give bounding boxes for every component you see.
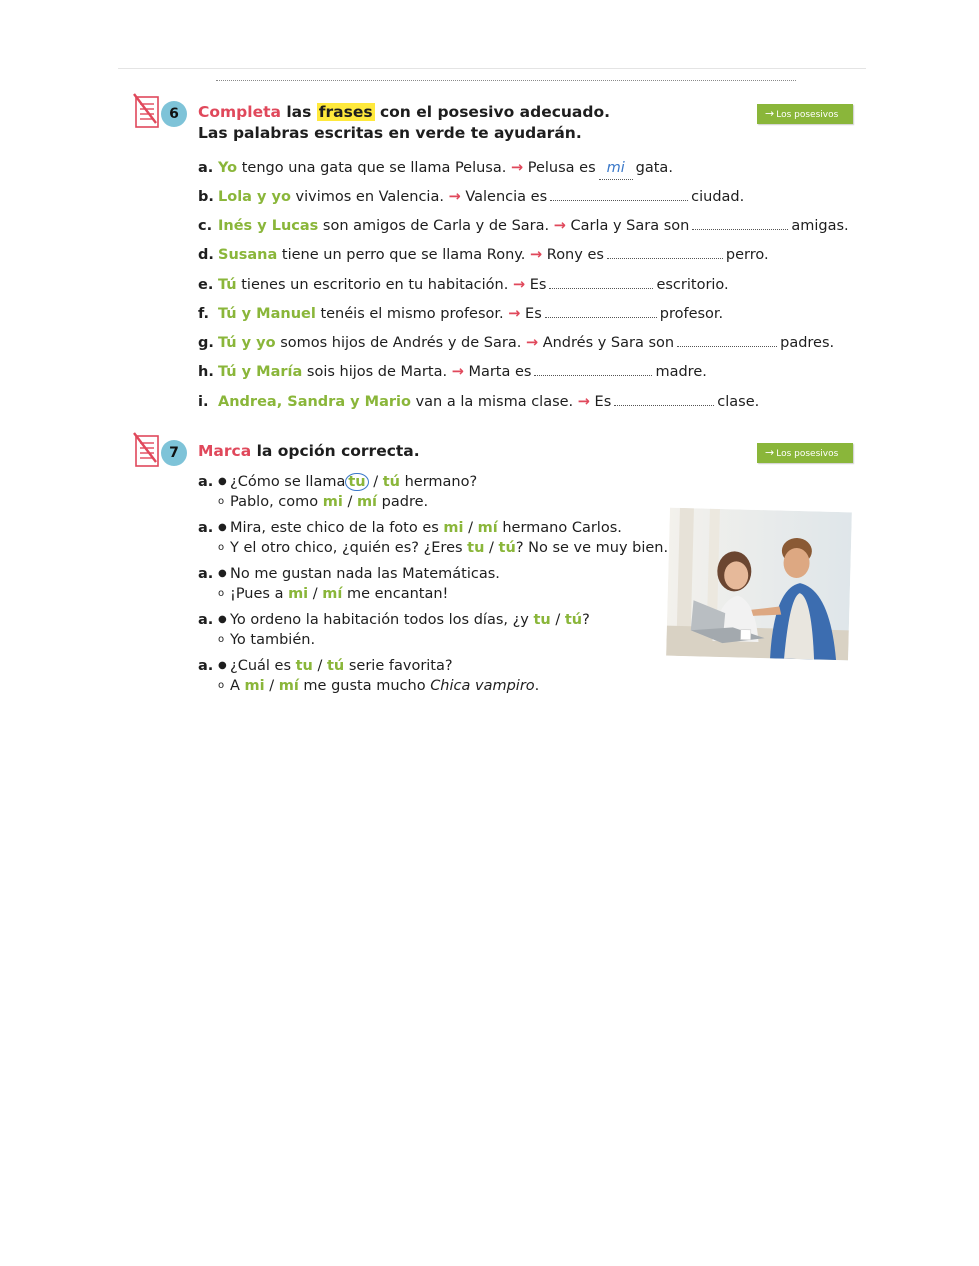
students-laptop-photo <box>666 508 852 661</box>
arrow-right-icon: → <box>765 446 775 459</box>
question-end: ? <box>582 612 590 628</box>
option-2[interactable]: tú <box>382 474 400 490</box>
exercise-7-header-icon <box>132 431 190 471</box>
response-end: me encantan! <box>342 586 449 602</box>
question-bullet-icon: ● <box>218 568 227 579</box>
exercise-7-dialog <box>198 610 590 650</box>
item-prompt: Es <box>594 394 612 410</box>
slash: / <box>347 494 353 510</box>
response-bullet-icon: o <box>218 542 225 553</box>
response-text: A <box>230 678 245 694</box>
arrow-right-icon: → <box>510 160 524 176</box>
exercise-7-dialog <box>198 656 539 696</box>
option-2[interactable]: tú <box>327 658 345 674</box>
response-line: o A mi / mí me gusta mucho Chica vampiro. <box>218 678 540 694</box>
item-letter: d. <box>198 247 214 263</box>
arrow-right-icon: → <box>451 364 464 380</box>
arrow-right-icon: → <box>765 107 775 120</box>
response-text: Pablo, como <box>230 494 323 510</box>
exercise-6-header-icon <box>132 92 190 132</box>
option-1[interactable]: mi <box>288 586 309 602</box>
item-prompt: Es <box>529 277 547 293</box>
slash: / <box>555 612 561 628</box>
question-text: No me gustan nada las Matemáticas. <box>230 566 500 582</box>
item-letter: f. <box>198 306 210 322</box>
question-bullet-icon: ● <box>218 614 227 625</box>
exercise-7-dialog <box>198 472 477 512</box>
item-sentence: van a la misma clase. <box>410 394 574 410</box>
response-line <box>198 584 500 604</box>
answer-blank[interactable] <box>545 303 657 318</box>
option-1[interactable]: mi <box>322 494 343 510</box>
notebook-pencil-icon <box>132 92 162 132</box>
slash: / <box>269 678 275 694</box>
question-text: ¿Cómo se llama <box>230 474 346 490</box>
question-line <box>198 518 668 538</box>
response-text: Yo también. <box>230 632 316 648</box>
question-end: hermano Carlos. <box>497 520 622 536</box>
answer-blank[interactable] <box>614 391 714 406</box>
exercise-6-item <box>198 303 723 325</box>
grammar-tag-los-posesivos[interactable]: → Los posesivos <box>757 443 853 463</box>
response-text: Y el otro chico, ¿quién es? ¿Eres <box>230 540 468 556</box>
item-letter: e. <box>198 277 214 293</box>
green-subject: Andrea, Sandra y Mario <box>218 394 411 410</box>
option-1[interactable]: tu <box>295 658 313 674</box>
instruction-keyword: Completa <box>198 103 281 121</box>
exercise-6-item <box>198 244 769 266</box>
item-prompt: Andrés y Sara son <box>542 335 675 351</box>
answer-blank[interactable] <box>677 332 777 347</box>
arrow-right-icon: → <box>512 277 526 293</box>
item-ending: amigas. <box>791 218 849 234</box>
response-bullet-icon: o <box>218 634 225 645</box>
exercise-6-item <box>198 361 707 383</box>
green-subject: Susana <box>218 247 278 263</box>
slash: / <box>468 520 474 536</box>
green-subject: Yo <box>218 160 238 176</box>
slash: / <box>373 474 379 490</box>
item-ending: ciudad. <box>691 189 745 205</box>
item-sentence: tienes un escritorio en tu habitación. <box>236 277 509 293</box>
item-ending: gata. <box>635 160 673 176</box>
response-line <box>198 492 477 512</box>
option-1[interactable]: tu <box>533 612 551 628</box>
green-subject: Tú y María <box>218 364 303 380</box>
exercise-6-instruction: Completa las frases con el posesivo adecuado. Las palabras escritas en verde te ayudarán. <box>198 103 611 142</box>
question-end: hermano? <box>399 474 478 490</box>
exercise-6-item <box>198 332 834 354</box>
option-2[interactable]: tú <box>564 612 583 628</box>
exercise-7-instruction: Marca la opción correcta. <box>198 442 420 460</box>
answer-blank[interactable] <box>692 215 788 230</box>
dotted-rule <box>216 80 796 81</box>
arrow-right-icon: → <box>525 335 539 351</box>
option-2[interactable]: mí <box>477 520 498 536</box>
question-text: Yo ordeno la habitación todos los días, ¿y <box>230 612 534 628</box>
green-subject: Tú <box>218 277 237 293</box>
arrow-right-icon: → <box>448 189 461 205</box>
instruction-line-2: Las palabras escritas en verde te ayudarán. <box>198 124 582 142</box>
item-letter: c. <box>198 218 213 234</box>
item-sentence: sois hijos de Marta. <box>302 364 448 380</box>
exercise-6-item <box>198 186 744 208</box>
response-end: ? No se ve muy bien. <box>515 540 669 556</box>
item-letter: a. <box>198 612 214 628</box>
response-line <box>198 538 668 558</box>
option-circled[interactable]: tu <box>345 473 368 491</box>
exercise-6-item <box>198 157 673 179</box>
exercise-6-item <box>198 274 729 296</box>
series-title: Chica vampiro <box>430 678 535 694</box>
response-bullet-icon: o <box>218 496 225 507</box>
item-letter: i. <box>198 394 209 410</box>
answer-blank[interactable] <box>549 274 653 289</box>
item-sentence: tengo una gata que se llama Pelusa. <box>237 160 507 176</box>
item-letter: a. <box>198 658 214 674</box>
handwritten-answer: mi <box>606 160 625 176</box>
answer-blank[interactable] <box>550 186 688 201</box>
arrow-right-icon: → <box>577 394 590 410</box>
item-letter: a. <box>198 160 214 176</box>
response-line <box>198 630 590 650</box>
grammar-tag-los-posesivos[interactable]: → Los posesivos <box>757 104 853 124</box>
question-line <box>198 472 477 492</box>
notebook-pencil-icon <box>132 431 162 471</box>
item-ending: profesor. <box>659 306 724 322</box>
answer-blank[interactable] <box>599 157 633 180</box>
arrow-right-icon: → <box>553 218 566 234</box>
arrow-right-icon: → <box>508 306 521 322</box>
item-sentence: somos hijos de Andrés y de Sara. <box>275 335 522 351</box>
option-1[interactable]: mi <box>443 520 464 536</box>
answer-blank[interactable] <box>534 361 652 376</box>
exercise-7-dialog <box>198 564 500 604</box>
slash: / <box>317 658 323 674</box>
slash: / <box>489 540 494 556</box>
option-1[interactable]: tu <box>467 540 485 556</box>
question-bullet-icon: ● <box>218 522 227 533</box>
green-subject: Tú y Manuel <box>218 306 316 322</box>
item-ending: clase. <box>717 394 760 410</box>
item-ending: escritorio. <box>656 277 729 293</box>
item-prompt: Pelusa es <box>527 160 596 176</box>
option-2[interactable]: mí <box>322 586 343 602</box>
highlighted-word: frases <box>318 103 373 121</box>
question-text: Mira, este chico de la foto es <box>230 520 444 536</box>
item-sentence: son amigos de Carla y de Sara. <box>318 218 550 234</box>
response-text: ¡Pues a <box>230 586 289 602</box>
exercise-7-dialog <box>198 518 668 558</box>
response-end: me gusta mucho <box>298 678 431 694</box>
item-letter: h. <box>198 364 214 380</box>
green-subject: Inés y Lucas <box>218 218 319 234</box>
response-bullet-icon: o <box>218 680 225 691</box>
green-subject: Tú y yo <box>218 335 276 351</box>
question-bullet-icon: ● <box>218 476 227 487</box>
question-bullet-icon: ● <box>218 660 227 671</box>
item-letter: a. <box>198 520 214 536</box>
exercise-6-item <box>198 215 849 237</box>
instruction-keyword: Marca <box>198 442 252 460</box>
item-sentence: tiene un perro que se llama Rony. <box>277 247 526 263</box>
question-end: serie favorita? <box>344 658 453 674</box>
item-prompt: Carla y Sara son <box>570 218 690 234</box>
item-prompt: Rony es <box>546 247 604 263</box>
item-ending: perro. <box>725 247 769 263</box>
exercise-number-badge: 7 <box>161 440 187 466</box>
arrow-right-icon: → <box>530 247 543 263</box>
item-prompt: Valencia es <box>465 189 548 205</box>
item-letter: a. <box>198 566 214 582</box>
question-line <box>198 564 500 584</box>
green-subject: Lola y yo <box>218 189 291 205</box>
item-prompt: Marta es <box>468 364 532 380</box>
exercise-number-badge: 6 <box>161 101 187 127</box>
question-line <box>198 610 590 630</box>
option-2[interactable]: tú <box>498 540 516 556</box>
item-letter: b. <box>198 189 214 205</box>
item-letter: a. <box>198 474 214 490</box>
question-text: ¿Cuál es <box>230 658 296 674</box>
item-ending: madre. <box>655 364 707 380</box>
response-end: padre. <box>377 494 429 510</box>
option-2[interactable]: mí <box>278 678 299 694</box>
item-prompt: Es <box>525 306 542 322</box>
exercise-6-item <box>198 391 759 413</box>
item-ending: padres. <box>780 335 835 351</box>
answer-blank[interactable] <box>607 244 723 259</box>
option-2[interactable]: mí <box>356 494 378 510</box>
option-1[interactable]: mi <box>244 678 265 694</box>
response-bullet-icon: o <box>218 588 225 599</box>
top-rule <box>118 68 866 69</box>
item-letter: g. <box>198 335 214 351</box>
slash: / <box>312 586 318 602</box>
question-line <box>198 656 539 676</box>
item-sentence: tenéis el mismo profesor. <box>315 306 504 322</box>
item-sentence: vivimos en Valencia. <box>290 189 444 205</box>
